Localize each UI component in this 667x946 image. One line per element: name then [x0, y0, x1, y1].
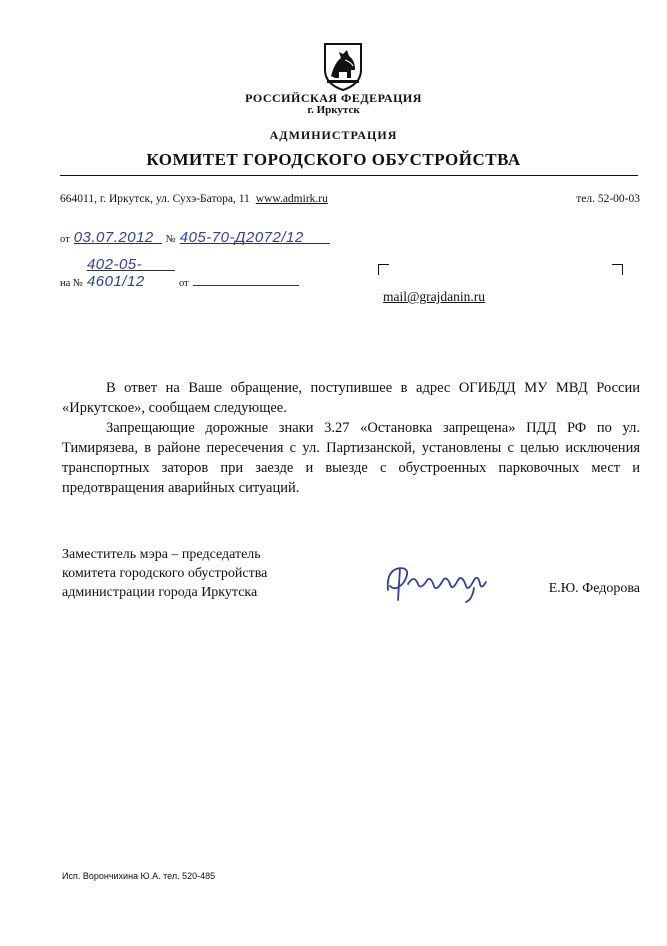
position-line-1: Заместитель мэра – председатель: [62, 547, 261, 562]
ref-from-label: от: [178, 278, 189, 289]
from-label: от: [60, 234, 70, 245]
city-name: г. Иркутск: [307, 104, 360, 116]
outgoing-number: 405-70-Д2072/12: [180, 229, 330, 244]
body-paragraph-1: [62, 378, 640, 418]
committee-title: КОМИТЕТ ГОРОДСКОГО ОБУСТРОЙСТВА: [146, 150, 521, 169]
outgoing-date: 03.07.2012: [74, 229, 162, 244]
signatory-name: Е.Ю. Федорова: [548, 581, 640, 596]
position-line-2: комитета городского обустройства: [62, 566, 268, 581]
incoming-number: 402-05-4601/12: [87, 256, 175, 271]
registration-incoming: [60, 256, 299, 291]
number-label: №: [165, 234, 176, 245]
website-link[interactable]: www.admirk.ru: [255, 193, 328, 205]
body-paragraph-2: [62, 418, 640, 498]
administration-title: АДМИНИСТРАЦИЯ: [269, 128, 398, 142]
signatory-position: [62, 545, 267, 602]
ref-number-label: на №: [60, 278, 83, 289]
phone-number: тел. 52-00-03: [576, 193, 640, 205]
country-name: РОССИЙСКАЯ ФЕДЕРАЦИЯ: [245, 91, 422, 105]
paragraph-text: В ответ на Ваше обращение, поступившее в адрес ОГИБДД МУ МВД России «Иркутское», сообщаем следующее.: [62, 380, 640, 416]
address-line: [60, 193, 328, 205]
position-line-3: администрации города Иркутска: [62, 585, 258, 600]
recipient-corner-left: [378, 264, 389, 275]
postal-address: 664011, г. Иркутск, ул. Сухэ-Батора, 11: [60, 193, 250, 205]
recipient-email[interactable]: mail@grajdanin.ru: [383, 289, 486, 304]
city-coat-of-arms: [317, 40, 369, 92]
header-divider: [60, 175, 638, 176]
paragraph-text: Запрещающие дорожные знаки 3.27 «Остановка запрещена» ПДД РФ по ул. Тимирязева, в районе пересечения с ул. Партизанской, установлены с целью исключения транспортных заторов при заезде и выезде с обустроенных парковочных мест и предотвращения аварийных ситуаций.: [62, 420, 640, 496]
incoming-date: [193, 271, 299, 286]
handwritten-signature: [382, 560, 494, 606]
executor-note: Исп. Ворончихина Ю.А. тел. 520-485: [62, 871, 216, 881]
registration-outgoing: [60, 229, 330, 247]
recipient-corner-right: [612, 264, 623, 275]
